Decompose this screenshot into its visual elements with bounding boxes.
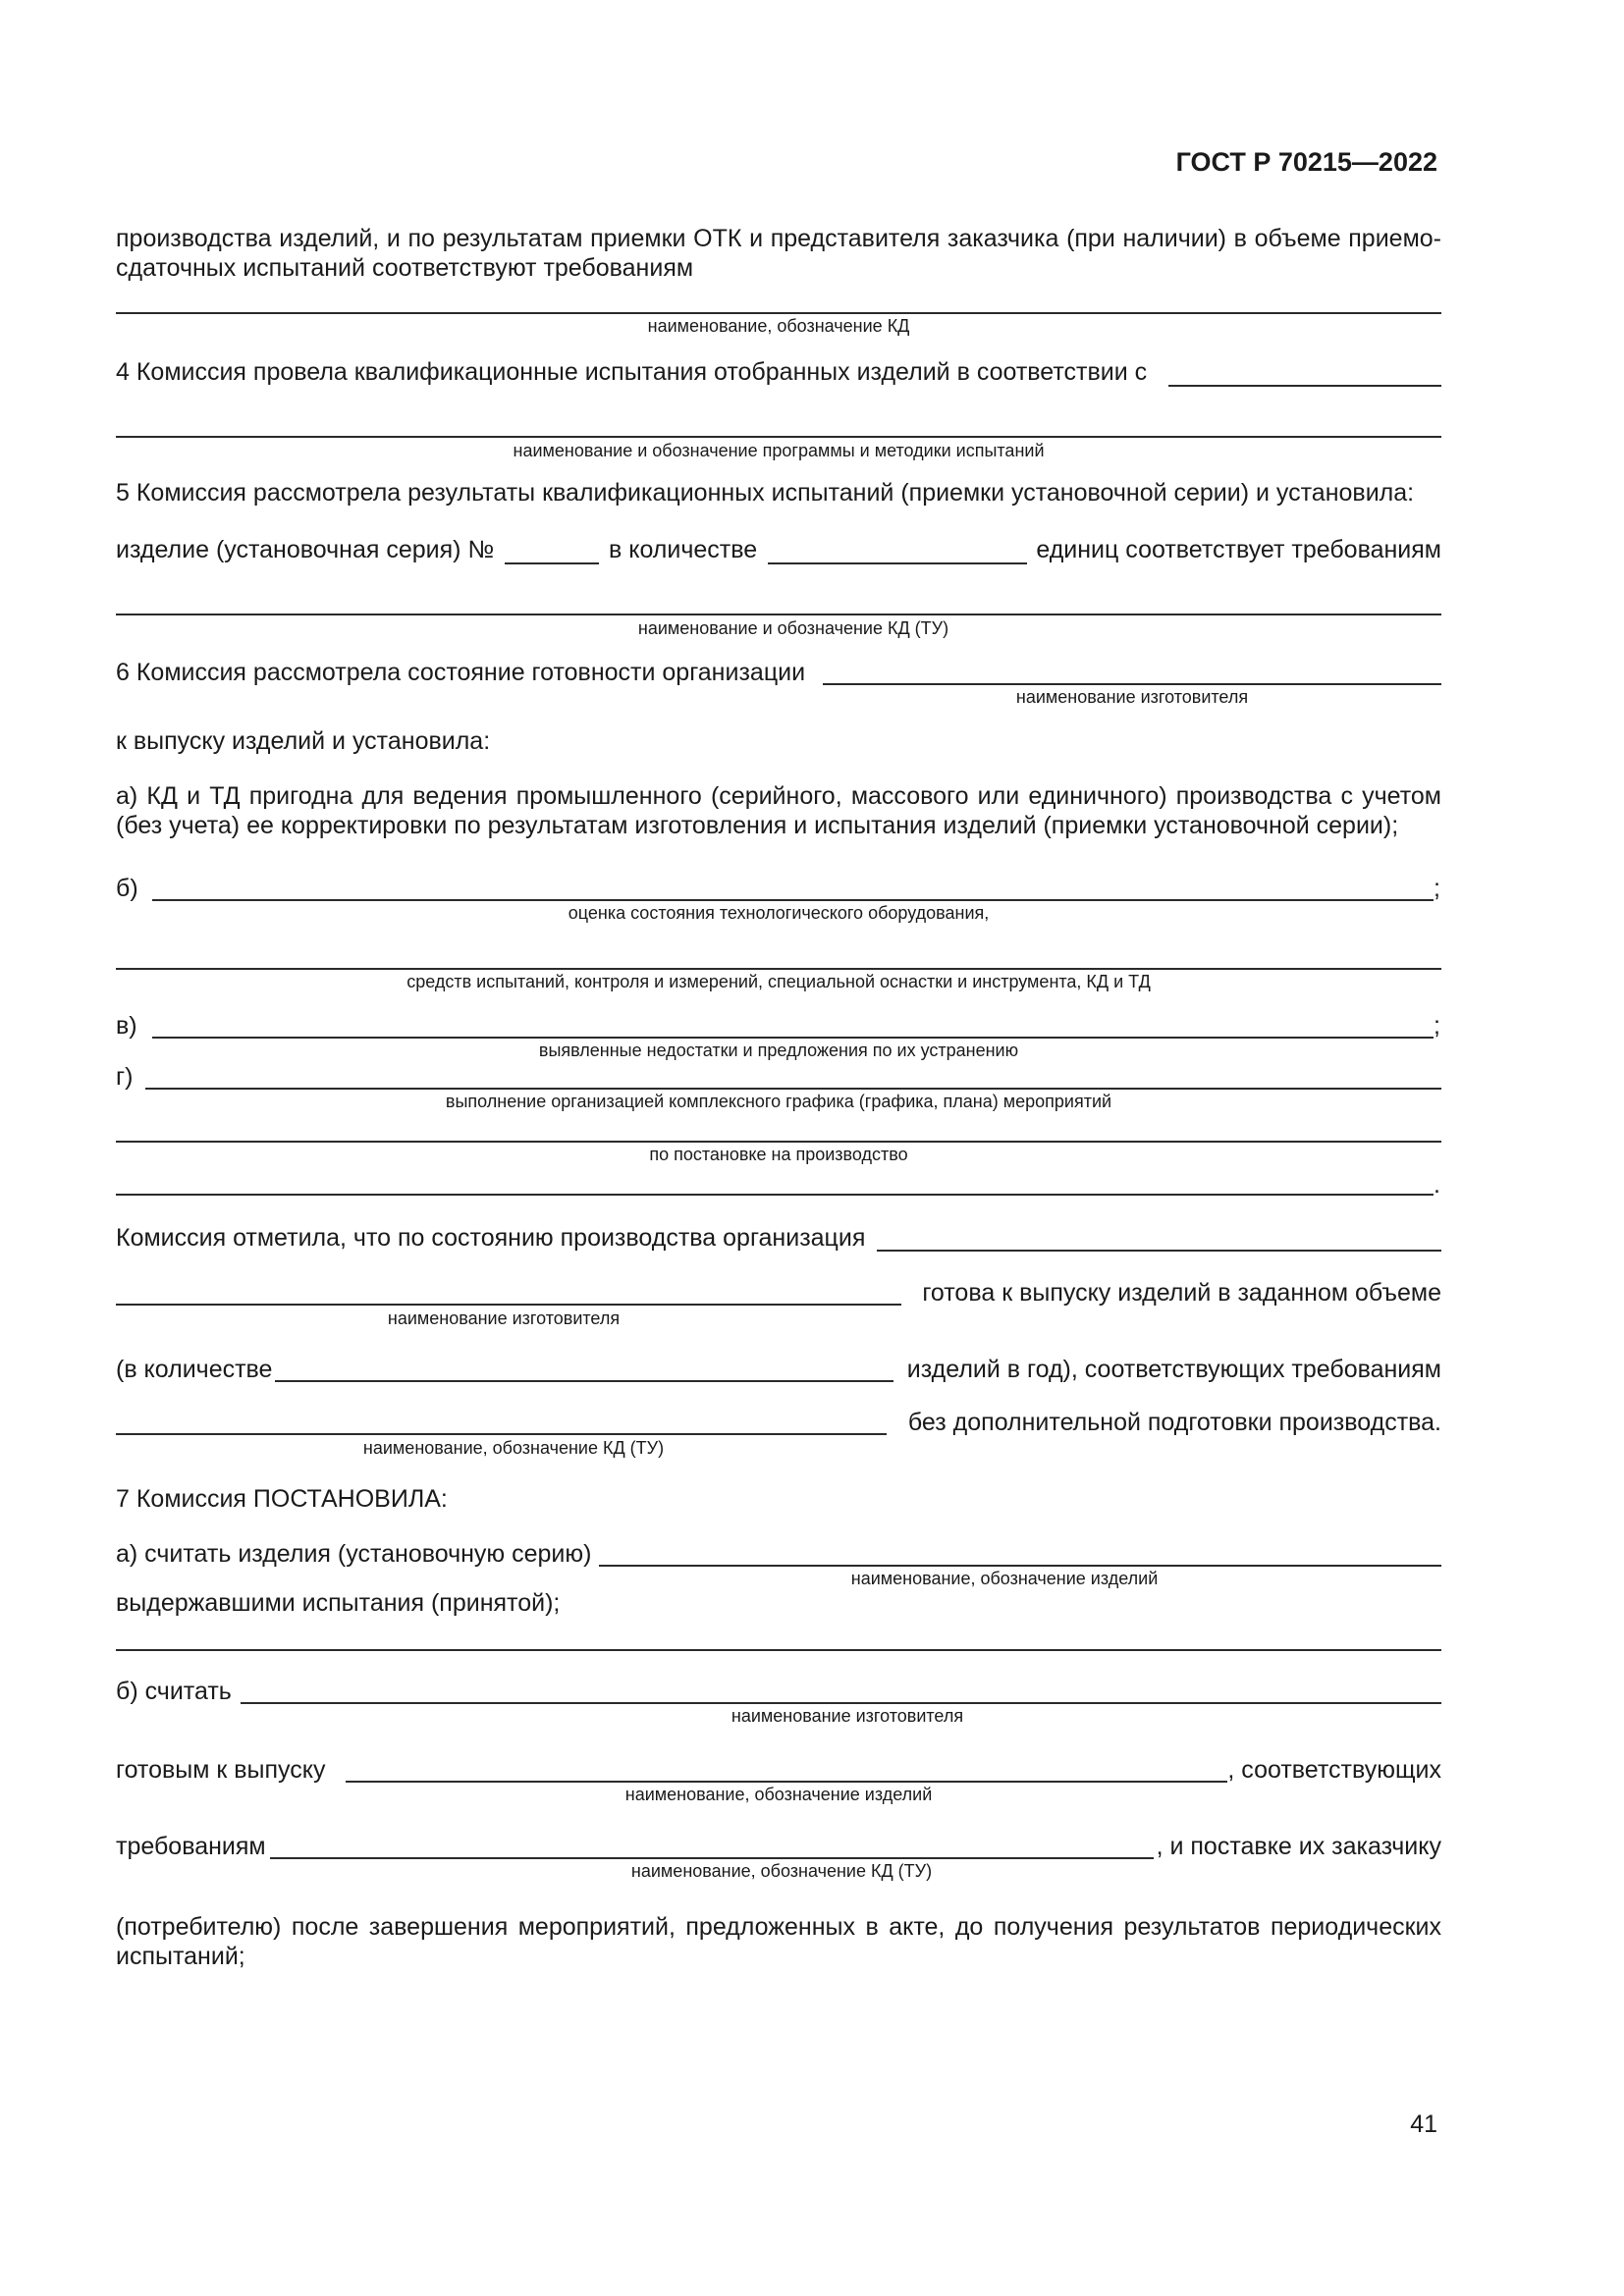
item6-v-end: ; [1434, 1012, 1440, 1040]
item7-ready-end: , соответствующих [1227, 1756, 1441, 1784]
item5-caption: наименование и обозначение КД (ТУ) [637, 618, 949, 638]
item6-g-line-2[interactable] [116, 1141, 1441, 1143]
item4-fill-line-2[interactable] [116, 436, 1441, 438]
kd-fill-line[interactable] [116, 312, 1441, 314]
remark-kd-line[interactable] [116, 1433, 887, 1435]
item6-org-line[interactable] [823, 683, 1441, 685]
item7-req-caption: наименование, обозначение КД (ТУ) [630, 1861, 933, 1881]
item7-a-line[interactable] [599, 1565, 1441, 1567]
item6-text: 6 Комиссия рассмотрела состояние готовности организации [116, 659, 806, 686]
item6-org-caption: наименование изготовителя [1015, 687, 1249, 707]
remark-org-line-2[interactable] [116, 1304, 901, 1306]
item7-b-text: б) считать [116, 1678, 232, 1705]
remark-text2: готова к выпуску изделий в заданном объеме [922, 1279, 1441, 1307]
item5-part3: единиц соответствует требованиям [1036, 536, 1441, 563]
item7-a-text2: выдержавшими испытания (принятой); [116, 1589, 561, 1617]
item6-b-caption-2: средств испытаний, контроля и измерений, специальной оснастки и инструмента, КД и ТД [406, 972, 1151, 991]
item7-ready-text: готовым к выпуску [116, 1756, 326, 1784]
item7-req-line[interactable] [270, 1857, 1154, 1859]
item6-text2: к выпуску изделий и установила: [116, 727, 491, 755]
item6-b-line-1[interactable] [152, 899, 1434, 901]
item5-part2: в количестве [609, 536, 758, 563]
item6-b-caption-1: оценка состояния технологического оборудования, [568, 903, 990, 923]
item5-part1: изделие (установочная серия) № [116, 536, 495, 563]
intro-paragraph: производства изделий, и по результатам приемки ОТК и представителя заказчика (при наличии) в объеме приемо-сдаточных испытаний соответствуют требованиям [116, 225, 1441, 282]
item7-b-caption: наименование изготовителя [731, 1706, 964, 1726]
item4-caption: наименование и обозначение программы и методики испытаний [513, 441, 1045, 460]
remark-kd-caption: наименование, обозначение КД (ТУ) [362, 1438, 665, 1458]
item4-text: 4 Комиссия провела квалификационные испытания отобранных изделий в соответствии с [116, 358, 1148, 386]
item7-req-end: , и поставке их заказчику [1156, 1833, 1441, 1860]
item5-number-line[interactable] [505, 562, 599, 564]
item6-b-line-2[interactable] [116, 968, 1441, 970]
item7-heading: 7 Комиссия ПОСТАНОВИЛА: [116, 1485, 448, 1513]
item6-b-label: б) [116, 875, 138, 902]
item4-fill-line-1[interactable] [1168, 385, 1441, 387]
item6-v-caption: выявленные недостатки и предложения по их устранению [538, 1041, 1019, 1060]
item6-b-end: ; [1434, 875, 1440, 902]
item7-a-caption: наименование, обозначение изделий [850, 1569, 1159, 1588]
item6-g-caption-1: выполнение организацией комплексного графика (графика, плана) мероприятий [445, 1092, 1112, 1111]
item6-g-line-1[interactable] [145, 1088, 1441, 1090]
item6-g-label: г) [116, 1063, 134, 1091]
item7-req-text: требованиям [116, 1833, 266, 1860]
item7-b-line[interactable] [241, 1702, 1441, 1704]
item6-g-end: . [1434, 1171, 1440, 1199]
item5-text: 5 Комиссия рассмотрела результаты квалификационных испытаний (приемки установочной серии) и установила: [116, 479, 1415, 507]
page-number: 41 [1410, 2110, 1437, 2138]
item7-a-text: а) считать изделия (установочную серию) [116, 1540, 592, 1568]
document-code: ГОСТ Р 70215—2022 [1175, 147, 1437, 177]
remark-text3: без дополнительной подготовки производства. [907, 1409, 1441, 1436]
item6-v-label: в) [116, 1012, 137, 1040]
item7-ready-line[interactable] [346, 1781, 1227, 1783]
item7-final-paragraph: (потребителю) после завершения мероприятий, предложенных в акте, до получения результатов периодических испытаний; [116, 1913, 1441, 1970]
item6-v-line[interactable] [152, 1037, 1434, 1039]
item6-g-line-3[interactable] [116, 1194, 1434, 1196]
item5-fill-line[interactable] [116, 614, 1441, 615]
remark-qty-open: (в количестве [116, 1356, 273, 1383]
item6-g-caption-2: по постановке на производство [649, 1145, 908, 1164]
remark-quantity-line[interactable] [275, 1380, 893, 1382]
item5-quantity-line[interactable] [768, 562, 1027, 564]
item7-a-line-2[interactable] [116, 1649, 1441, 1651]
remark-org-caption: наименование изготовителя [387, 1308, 621, 1328]
item7-ready-caption: наименование, обозначение изделий [624, 1785, 933, 1804]
item6-a-paragraph: а) КД и ТД пригодна для ведения промышленного (серийного, массового или единичного) производства с учетом (без учета) ее корректировки по результатам изготовления и испытания изделий (приемки установочной серии); [116, 782, 1441, 839]
kd-caption: наименование, обозначение КД [647, 316, 910, 336]
remark-org-line-1[interactable] [877, 1250, 1441, 1252]
remark-qty-close: изделий в год), соответствующих требованиям [906, 1356, 1441, 1383]
remark-text1: Комиссия отметила, что по состоянию производства организация [116, 1224, 866, 1252]
